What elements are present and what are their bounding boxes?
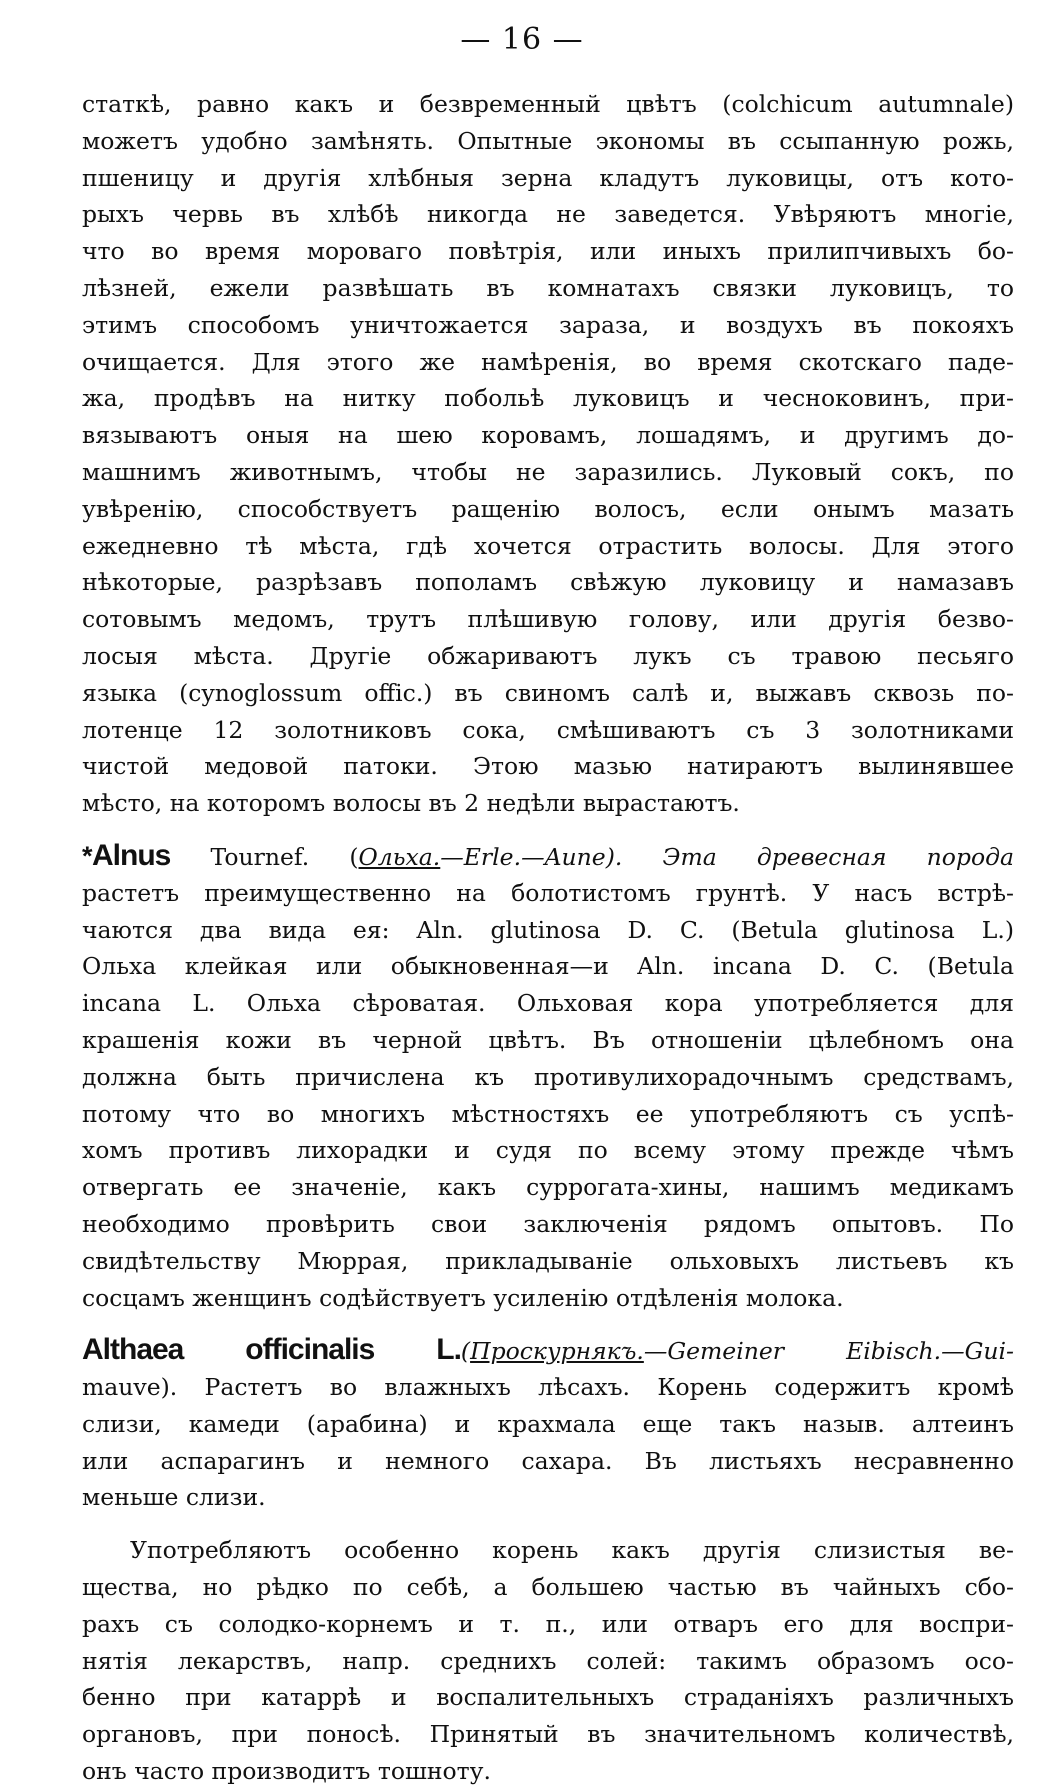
text-line: необходимо провѣрить свои заключенія рядомъ опытовъ. По (82, 1209, 1014, 1238)
text-line: рыхъ червь въ хлѣбѣ никогда не заведется. Увѣряютъ многіе, (82, 200, 1014, 229)
alnus-russian-name: Ольха. (358, 842, 441, 871)
entry-althaea (82, 1332, 1014, 1516)
text-line: жа, продѣвъ на нитку побольѣ луковицъ и чесноковинъ, при- (82, 384, 1014, 413)
text-line: можетъ удобно замѣнять. Опытные экономы въ ссыпанную рожь, (82, 126, 1014, 155)
text-line: чаются два вида ея: Aln. glutinosa D. C. (Betula glutinosa L.) (82, 915, 1014, 944)
text-line: пшеницу и другія хлѣбныя зерна кладутъ луковицы, отъ кото- (82, 163, 1014, 192)
text-line: бенно при катаррѣ и воспалительныхъ страданіяхъ различныхъ (82, 1683, 1014, 1712)
text-line: лѣзней, ежели развѣшать въ комнатахъ связки луковицъ, то (82, 273, 1014, 302)
text-line: щества, но рѣдко по себѣ, а большею частью въ чайныхъ сбо- (82, 1573, 1014, 1602)
text-line: mauve). Растетъ во влажныхъ лѣсахъ. Корень содержитъ кромѣ (82, 1373, 1014, 1402)
althaea-rest: —Gemeiner Eibisch.—Gui- (643, 1337, 1014, 1366)
page-number: — 16 — (460, 22, 584, 57)
althaea-text (82, 1369, 1014, 1516)
alnus-headword: Alnus (92, 838, 171, 872)
text-line: вязываютъ оныя на шею коровамъ, лошадямъ, и другимъ до- (82, 421, 1014, 450)
paragraph-usage (82, 1532, 1014, 1790)
alnus-author: Tournef. ( (170, 842, 359, 871)
text-line: что во время моровaго повѣтрія, или иныхъ прилипчивыхъ бо- (82, 237, 1014, 266)
text-line: Ольха клейкая или обыкновенная—и Aln. incana D. C. (Betula (82, 952, 1014, 981)
text-line: сосцамъ женщинъ содѣйствуетъ усиленію отдѣленія молока. (82, 1283, 844, 1312)
text-line: ежедневно тѣ мѣста, гдѣ хочется отрастить волосы. Для этого (82, 531, 1014, 560)
text-line: нѣкоторые, разрѣзавъ пополамъ свѣжую луковицу и намазавъ (82, 568, 1014, 597)
text-line: увѣренію, способствуетъ ращенію волосъ, если онымъ мазать (82, 494, 1014, 523)
text-line: рахъ съ солодко-корнемъ и т. п., или отваръ его для воспри- (82, 1609, 1014, 1638)
text-line: должна быть причислена къ противулихорадочнымъ средствамъ, (82, 1062, 1014, 1091)
text-line: лосыя мѣста. Другіе обжариваютъ лукъ съ травою песьяго (82, 641, 1014, 670)
text-line: хомъ противъ лихорадки и судя по всему этому прежде чѣмъ (82, 1136, 1014, 1165)
alnus-text (82, 875, 1014, 1317)
alnus-rest: —Erle.—Aune). Эта древесная порода (440, 842, 1014, 871)
althaea-russian-name: Проскурнякъ. (470, 1337, 644, 1366)
text-line: этимъ способомъ уничтожается зараза, и воздухъ въ покояхъ (82, 310, 1014, 339)
text-line: incana L. Ольха сѣроватая. Ольховая кора употребляется для (82, 989, 1014, 1018)
text-line: меньше слизи. (82, 1483, 266, 1512)
text-line: машнимъ животнымъ, чтобы не заразились. Луковый сокъ, по (82, 457, 1014, 486)
text-line: онъ часто производитъ тошноту. (82, 1757, 491, 1786)
text-line: свидѣтельству Мюррая, прикладываніе ольховыхъ листьевъ къ (82, 1246, 1014, 1275)
text-line: языка (cynoglossum offic.) въ свиномъ салѣ и, выжавъ сквозь по- (82, 678, 1014, 707)
text-line: или аспарагинъ и немного сахара. Въ листьяхъ несравненно (82, 1446, 1014, 1475)
body-text (82, 86, 1014, 1790)
text-line: слизи, камеди (арабина) и крахмала еще такъ назыв. алтеинъ (82, 1409, 1014, 1438)
text-line: крашенія кожи въ черной цвѣтъ. Въ отношеніи цѣлебномъ она (82, 1025, 1014, 1054)
text-line: потому что во многихъ мѣстностяхъ ее употребляютъ съ успѣ- (82, 1099, 1014, 1128)
text-line: сотовымъ медомъ, трутъ плѣшивую голову, или другія безво- (82, 605, 1014, 634)
entry-alnus (82, 838, 1014, 1316)
text-line: нятія лекарствъ, напр. среднихъ солей: такимъ образомъ осо- (82, 1646, 1014, 1675)
text-line: отвергать ее значеніе, какъ суррогата-хины, нашимъ медикамъ (82, 1173, 1014, 1202)
text-line: растетъ преимущественно на болотистомъ грунтѣ. У насъ встрѣ- (82, 878, 1014, 907)
text-line: Употребляютъ особенно корень какъ другія слизистыя ве- (130, 1536, 1014, 1565)
text-line: мѣсто, на которомъ волосы въ 2 недѣли вырастаютъ. (82, 789, 740, 818)
althaea-headword: Althaea officinalis L. (82, 1333, 461, 1367)
alnus-star: * (82, 840, 93, 871)
text-line: органовъ, при поносѣ. Принятый въ значительномъ количествѣ, (82, 1720, 1014, 1749)
paragraph-onion (82, 86, 1014, 822)
alnus-first-line (82, 838, 1014, 875)
althaea-first-line: Althaea officinalis L.(Проскурнякъ.—Gemeiner Eibisch.—Gui- (82, 1333, 1014, 1367)
text-line: статкѣ, равно какъ и безвременный цвѣтъ (colchicum autumnale) (82, 90, 1014, 118)
text-line: очищается. Для этого же намѣренія, во время скотскаго паде- (82, 347, 1014, 376)
text-line: лотенце 12 золотниковъ сока, смѣшиваютъ съ 3 золотниками (82, 715, 1014, 744)
text-line: чистой медовой патоки. Этою мазью натираютъ вылинявшее (82, 752, 1014, 781)
